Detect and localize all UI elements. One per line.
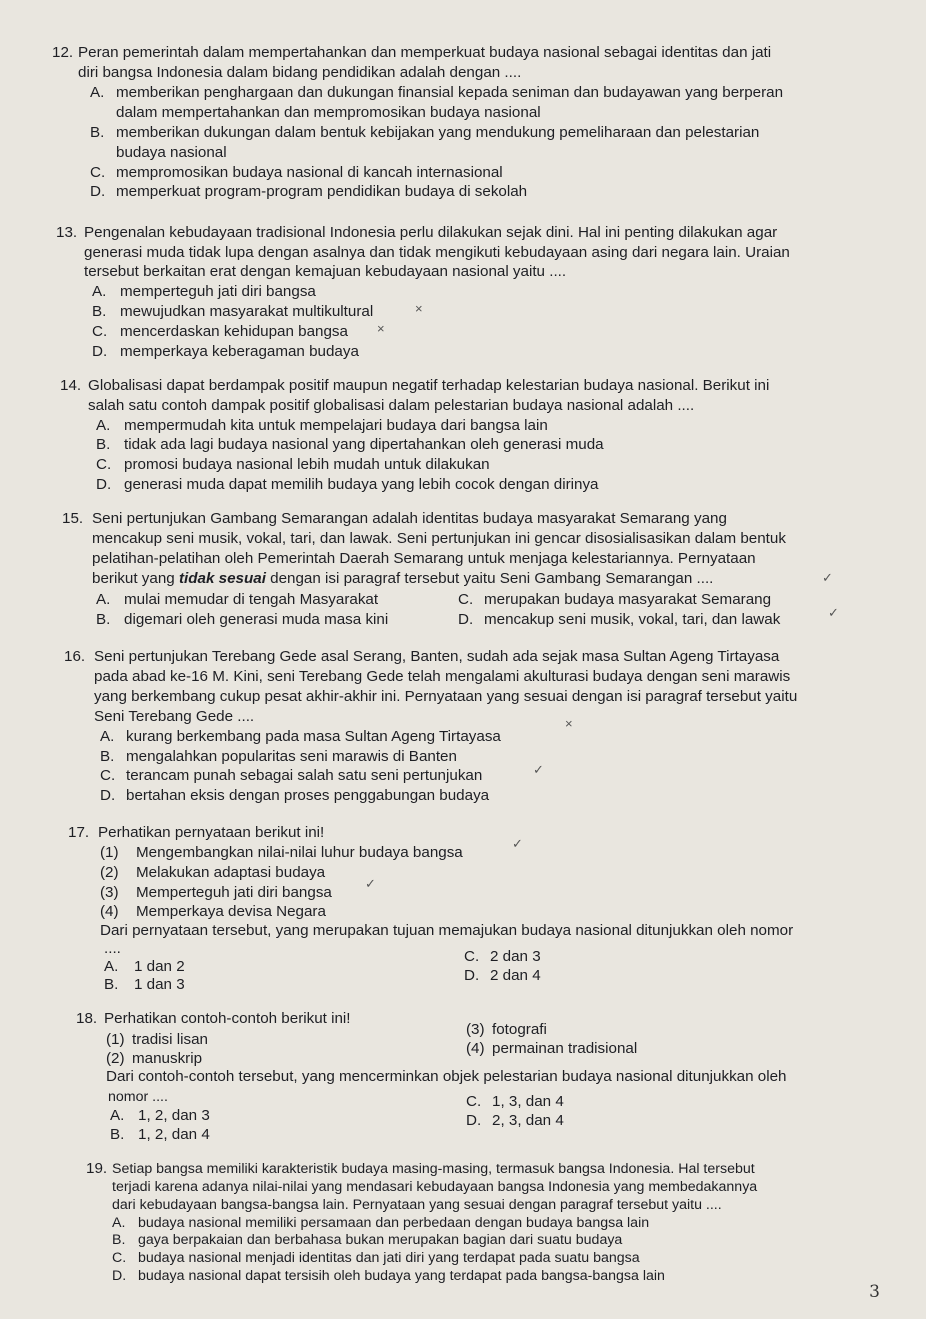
- option-text[interactable]: 1 dan 2: [134, 958, 185, 975]
- option-label[interactable]: B.: [112, 1232, 126, 1248]
- option-label[interactable]: B.: [92, 303, 107, 320]
- option-text[interactable]: mencakup seni musik, vokal, tari, dan lawak: [484, 611, 781, 628]
- item-text: permainan tradisional: [492, 1040, 638, 1057]
- option-label[interactable]: D.: [464, 967, 480, 984]
- option-text[interactable]: memperkaya keberagaman budaya: [120, 343, 359, 360]
- option-label[interactable]: D.: [112, 1268, 127, 1284]
- option-text[interactable]: bertahan eksis dengan proses penggabungan budaya: [126, 787, 490, 804]
- option-label[interactable]: C.: [112, 1250, 127, 1266]
- option-label[interactable]: A.: [100, 728, 115, 745]
- option-label[interactable]: D.: [96, 476, 112, 493]
- option-text[interactable]: memberikan dukungan dalam bentuk kebijakan yang mendukung pemeliharaan dan pelestarian: [116, 124, 760, 141]
- option-text[interactable]: budaya nasional menjadi identitas dan jati diri yang terdapat pada suatu bangsa: [138, 1250, 640, 1266]
- item-text: fotografi: [492, 1021, 547, 1038]
- option-label[interactable]: D.: [458, 611, 474, 628]
- question-number: 18.: [76, 1010, 98, 1027]
- item-label: (1): [106, 1031, 125, 1048]
- option-text[interactable]: 2 dan 4: [490, 967, 541, 984]
- pencil-check-mark: ✓: [365, 876, 376, 891]
- option-label[interactable]: A.: [92, 283, 107, 300]
- option-text[interactable]: merupakan budaya masyarakat Semarang: [484, 591, 772, 608]
- question-stem: pelatihan-pelatihan oleh Pemerintah Daerah Semarang untuk menjaga kelestariannya. Pernyataan: [92, 550, 756, 567]
- option-text[interactable]: 1, 2, dan 3: [138, 1107, 210, 1124]
- statement-text: Memperkaya devisa Negara: [136, 903, 326, 920]
- option-label[interactable]: B.: [96, 436, 111, 453]
- option-label[interactable]: C.: [90, 164, 106, 181]
- option-label[interactable]: B.: [90, 124, 105, 141]
- question-stem: dari kebudayaan bangsa-bangsa lain. Pernyataan yang sesuai dengan paragraf tersebut yaitu ....: [112, 1197, 722, 1213]
- option-text[interactable]: memperteguh jati diri bangsa: [120, 283, 316, 300]
- option-label[interactable]: D.: [100, 787, 116, 804]
- question-stem: Seni pertunjukan Gambang Semarangan adalah identitas budaya masyarakat Semarang yang: [92, 510, 727, 527]
- option-text[interactable]: 2, 3, dan 4: [492, 1112, 564, 1129]
- option-label[interactable]: B.: [110, 1126, 125, 1143]
- option-text[interactable]: memperkuat program-program pendidikan budaya di sekolah: [116, 183, 528, 200]
- question-prompt: ....: [104, 940, 121, 957]
- option-label[interactable]: A.: [96, 417, 111, 434]
- option-text[interactable]: mempromosikan budaya nasional di kancah internasional: [116, 164, 503, 181]
- pencil-check-mark: ✓: [512, 836, 523, 851]
- option-text[interactable]: memberikan penghargaan dan dukungan finansial kepada seniman dan budayawan yang berperan: [116, 84, 784, 101]
- question-number: 14.: [60, 377, 82, 394]
- option-text[interactable]: mulai memudar di tengah Masyarakat: [124, 591, 379, 608]
- question-stem: Globalisasi dapat berdampak positif maupun negatif terhadap kelestarian budaya nasional. Berikut ini: [88, 377, 770, 394]
- page-number: 3: [869, 1282, 880, 1302]
- option-text[interactable]: budaya nasional: [116, 144, 227, 161]
- option-label[interactable]: D.: [92, 343, 108, 360]
- option-text[interactable]: budaya nasional memiliki persamaan dan perbedaan dengan budaya bangsa lain: [138, 1215, 650, 1231]
- option-label[interactable]: C.: [100, 767, 116, 784]
- option-text[interactable]: 1, 2, dan 4: [138, 1126, 210, 1143]
- option-text[interactable]: dalam mempertahankan dan mempromosikan budaya nasional: [116, 104, 541, 121]
- option-label[interactable]: A.: [112, 1215, 126, 1231]
- option-label[interactable]: C.: [458, 591, 474, 608]
- option-label[interactable]: A.: [104, 958, 119, 975]
- question-stem: Pengenalan kebudayaan tradisional Indonesia perlu dilakukan sejak dini. Hal ini penting dilakukan agar: [84, 224, 778, 241]
- option-text[interactable]: promosi budaya nasional lebih mudah untuk dilakukan: [124, 456, 490, 473]
- option-label[interactable]: B.: [96, 611, 111, 628]
- option-text[interactable]: mencerdaskan kehidupan bangsa: [120, 323, 348, 340]
- question-stem: diri bangsa Indonesia dalam bidang pendidikan adalah dengan ....: [78, 64, 522, 81]
- question-number: 19.: [86, 1160, 108, 1177]
- item-label: (3): [466, 1021, 485, 1038]
- option-text[interactable]: gaya berpakaian dan berbahasa bukan merupakan bagian dari suatu budaya: [138, 1232, 623, 1248]
- question-number: 15.: [62, 510, 84, 527]
- option-label[interactable]: C.: [96, 456, 112, 473]
- option-text[interactable]: 2 dan 3: [490, 948, 541, 965]
- option-label[interactable]: D.: [90, 183, 106, 200]
- option-label[interactable]: A.: [90, 84, 105, 101]
- pencil-cross-mark: ×: [565, 716, 573, 731]
- question-number: 13.: [56, 224, 78, 241]
- question-stem: Perhatikan contoh-contoh berikut ini!: [104, 1010, 351, 1027]
- option-label[interactable]: C.: [466, 1093, 482, 1110]
- statement-label: (3): [100, 884, 119, 901]
- option-text[interactable]: mewujudkan masyarakat multikultural: [120, 303, 374, 320]
- option-label[interactable]: C.: [92, 323, 108, 340]
- option-text[interactable]: mempermudah kita untuk mempelajari budaya dari bangsa lain: [124, 417, 548, 434]
- item-text: tradisi lisan: [132, 1031, 208, 1048]
- question-stem: generasi muda tidak lupa dengan asalnya dan tidak mengikuti kebudayaan asing dari negara lain. Uraian: [84, 244, 790, 261]
- question-stem: tersebut berkaitan erat dengan kemajuan kebudayaan nasional yaitu ....: [84, 263, 567, 280]
- pencil-check-mark: ✓: [828, 605, 839, 620]
- question-prompt: nomor ....: [108, 1089, 168, 1105]
- option-text[interactable]: digemari oleh generasi muda masa kini: [124, 611, 389, 628]
- option-label[interactable]: B.: [104, 976, 119, 993]
- statement-label: (2): [100, 864, 119, 881]
- question-stem: terjadi karena adanya nilai-nilai yang mendasari kebudayaan bangsa Indonesia yang membedakannya: [112, 1179, 758, 1195]
- option-text[interactable]: terancam punah sebagai salah satu seni pertunjukan: [126, 767, 483, 784]
- emphasis-not: tidak sesuai: [178, 570, 266, 587]
- option-text[interactable]: 1 dan 3: [134, 976, 185, 993]
- pencil-cross-mark: ×: [415, 301, 423, 316]
- statement-text: Memperteguh jati diri bangsa: [136, 884, 332, 901]
- question-stem: Seni pertunjukan Terebang Gede asal Serang, Banten, sudah ada sejak masa Sultan Ageng Tirtayasa: [94, 648, 780, 665]
- item-text: manuskrip: [132, 1050, 203, 1067]
- item-label: (4): [466, 1040, 485, 1057]
- pencil-check-mark: ✓: [533, 762, 544, 777]
- option-label[interactable]: A.: [110, 1107, 125, 1124]
- option-text[interactable]: mengalahkan popularitas seni marawis di Banten: [126, 748, 457, 765]
- option-label[interactable]: C.: [464, 948, 480, 965]
- question-stem: yang berkembang cukup pesat akhir-akhir ini. Pernyataan yang sesuai dengan isi paragraf tersebut yaitu: [94, 688, 798, 705]
- option-text[interactable]: generasi muda dapat memilih budaya yang lebih cocok dengan dirinya: [124, 476, 599, 493]
- question-stem: pada abad ke-16 M. Kini, seni Terebang Gede telah mengalami akulturasi budaya dengan seni marawis: [94, 668, 791, 685]
- statement-text: Melakukan adaptasi budaya: [136, 864, 326, 881]
- option-label[interactable]: B.: [100, 748, 115, 765]
- option-label[interactable]: A.: [96, 591, 111, 608]
- question-number: 17.: [68, 824, 90, 841]
- question-stem: Peran pemerintah dalam mempertahankan dan memperkuat budaya nasional sebagai identitas dan jati: [78, 44, 772, 61]
- question-number: 12.: [52, 44, 74, 61]
- item-label: (2): [106, 1050, 125, 1067]
- question-stem: mencakup seni musik, vokal, tari, dan lawak. Seni pertunjukan ini gencar disosialisasikan dalam bentuk: [92, 530, 786, 547]
- pencil-check-mark: ✓: [822, 570, 833, 585]
- statement-text: Mengembangkan nilai-nilai luhur budaya bangsa: [136, 844, 463, 861]
- question-stem-last: berikut yang tidak sesuai dengan isi paragraf tersebut yaitu Seni Gambang Semarangan ....: [92, 570, 714, 587]
- statement-label: (4): [100, 903, 119, 920]
- pencil-cross-mark: ×: [377, 321, 385, 336]
- option-text[interactable]: tidak ada lagi budaya nasional yang dipertahankan oleh generasi muda: [124, 436, 604, 453]
- option-text[interactable]: budaya nasional dapat tersisih oleh budaya yang terdapat pada bangsa-bangsa lain: [138, 1268, 665, 1284]
- statement-label: (1): [100, 844, 119, 861]
- option-text[interactable]: kurang berkembang pada masa Sultan Ageng Tirtayasa: [126, 728, 501, 745]
- question-prompt: Dari pernyataan tersebut, yang merupakan tujuan memajukan budaya nasional ditunjukkan oleh nomor: [100, 922, 794, 939]
- question-stem: Seni Terebang Gede ....: [94, 708, 255, 725]
- question-stem: Perhatikan pernyataan berikut ini!: [98, 824, 325, 841]
- question-stem: Setiap bangsa memiliki karakteristik budaya masing-masing, termasuk bangsa Indonesia. Hal tersebut: [112, 1161, 755, 1177]
- question-stem: salah satu contoh dampak positif globalisasi dalam pelestarian budaya nasional adalah ....: [88, 397, 695, 414]
- question-prompt: Dari contoh-contoh tersebut, yang mencerminkan objek pelestarian budaya nasional ditunjukkan oleh: [106, 1068, 787, 1085]
- question-number: 16.: [64, 648, 86, 665]
- option-label[interactable]: D.: [466, 1112, 482, 1129]
- option-text[interactable]: 1, 3, dan 4: [492, 1093, 564, 1110]
